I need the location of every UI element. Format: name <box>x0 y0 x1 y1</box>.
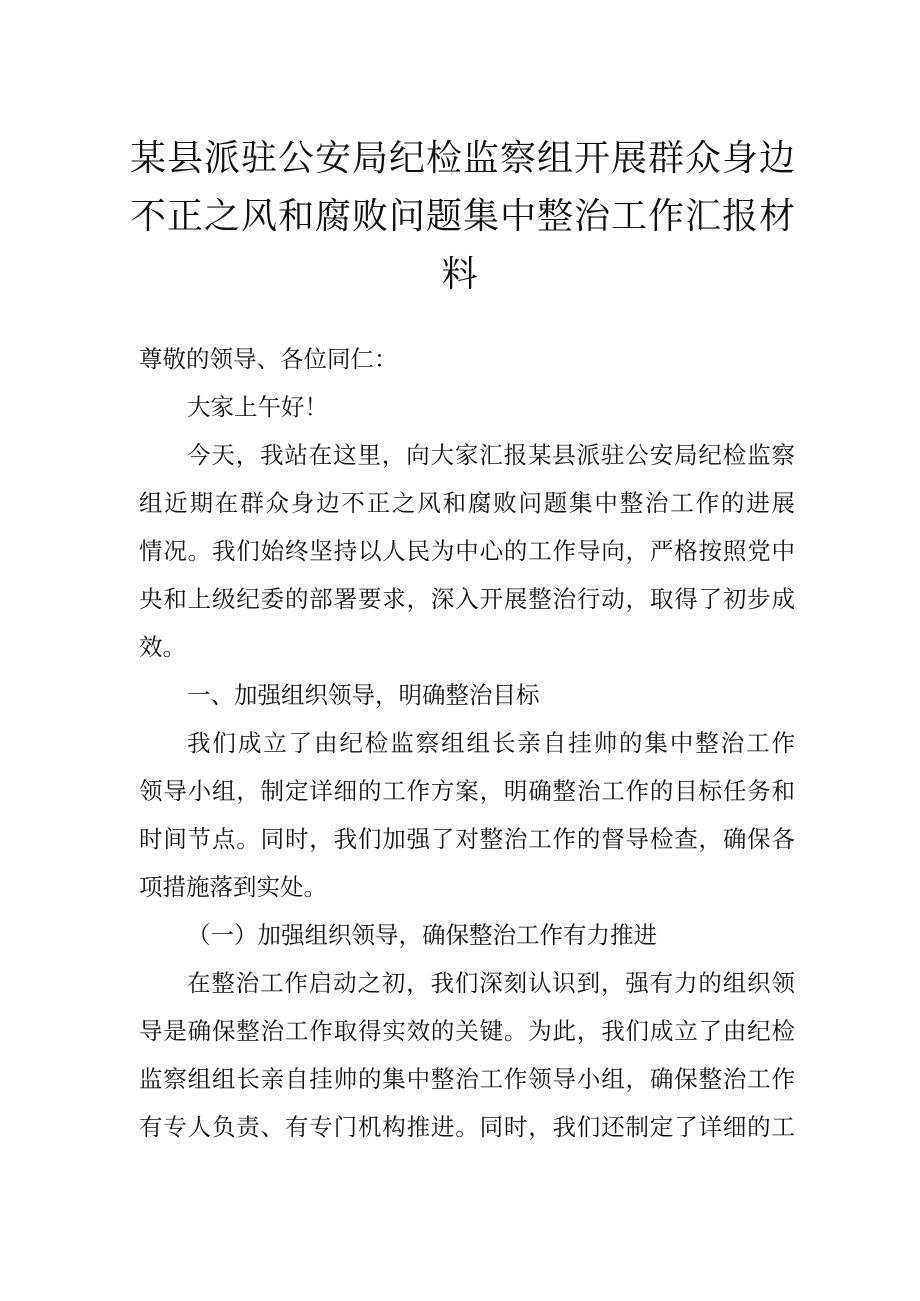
subsection-1-paragraph <box>139 959 799 1151</box>
intro-line-4: 央和上级纪委的部署要求，深入开展整治行动，取得了初步成 <box>139 585 795 613</box>
subsection-1-line-3: 监察组组长亲自挂帅的集中整治工作领导小组，确保整治工作 <box>139 1065 795 1093</box>
section-1-line-1: 我们成立了由纪检监察组组长亲自挂帅的集中整治工作 <box>187 729 795 757</box>
intro-line-5: 效。 <box>139 633 186 661</box>
subsection-1-line-4: 有专人负责、有专门机构推进。同时，我们还制定了详细的工 <box>139 1113 795 1141</box>
document-body <box>139 335 799 1151</box>
intro-line-3: 情况。我们始终坚持以人民为中心的工作导向，严格按照党中 <box>139 537 795 565</box>
intro-paragraph <box>139 431 799 671</box>
section-1-paragraph <box>139 719 799 911</box>
greeting: 大家上午好！ <box>187 393 328 421</box>
title-line-1: 某县派驻公安局纪检监察组开展群众身边 <box>130 138 797 179</box>
document-title <box>130 130 797 304</box>
subsection-1-heading: （一）加强组织领导，确保整治工作有力推进 <box>187 921 657 949</box>
salutation: 尊敬的领导、各位同仁： <box>139 345 398 373</box>
section-1-line-2: 领导小组，制定详细的工作方案，明确整治工作的目标任务和 <box>139 777 795 805</box>
intro-line-1: 今天，我站在这里，向大家汇报某县派驻公安局纪检监察 <box>187 441 795 469</box>
subsection-1-line-2: 导是确保整治工作取得实效的关键。为此，我们成立了由纪检 <box>139 1017 795 1045</box>
section-1-heading: 一、加强组织领导，明确整治目标 <box>187 681 540 709</box>
intro-line-2: 组近期在群众身边不正之风和腐败问题集中整治工作的进展 <box>139 489 795 517</box>
title-line-2: 不正之风和腐败问题集中整治工作汇报材 <box>130 196 797 237</box>
title-line-3: 料 <box>441 254 479 295</box>
subsection-1-line-1: 在整治工作启动之初，我们深刻认识到，强有力的组织领 <box>187 969 795 997</box>
section-1-line-4: 项措施落到实处。 <box>139 873 327 901</box>
section-1-line-3: 时间节点。同时，我们加强了对整治工作的督导检查，确保各 <box>139 825 795 853</box>
